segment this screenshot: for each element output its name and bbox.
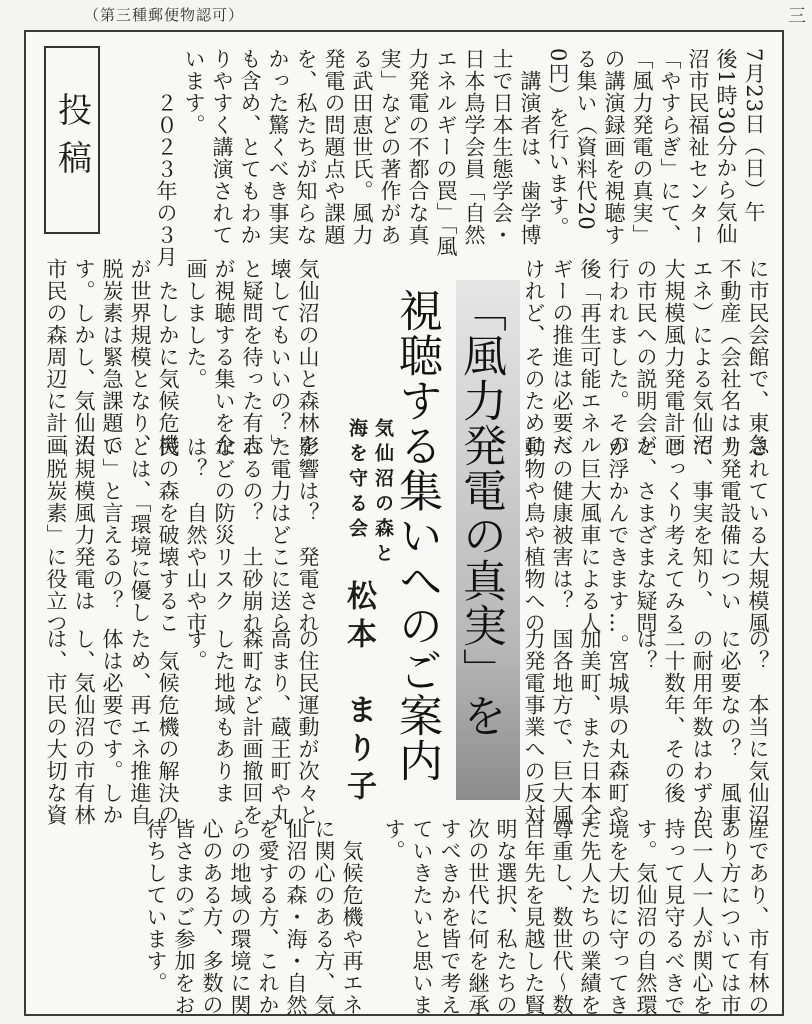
- postal-notice: （第三種郵便物認可）: [84, 6, 245, 24]
- title-line-1: 「風力発電の真実」を: [455, 288, 506, 738]
- article-body-col-c: 気仙沼の山と森林を 壊してもいいの？」 と疑問を待った有志 が視聴する集いを企 画しました。 たしかに気候危機 が世界規模となり、 脱炭素は緊急課題で す。しかし、気仙沼 市民の森周辺に計画: [44, 258, 320, 456]
- title-line-2: 視聴する集いへのご案内: [391, 288, 442, 783]
- article-body-col-h: 産であり、市有林の あり方については市 民一人一人が関心を 持って見守るべきで す。気仙沼の自然環 境を大切に守ってき た先人たちの業績を 尊重し、数世代～数 百年先を見越した賢 明な選択、私たちの 次の世代に何を継承 すべきかを皆で考え ていきたいと思いま す。: [382, 818, 770, 1016]
- contribution-badge: 投稿: [44, 46, 100, 234]
- article-title-block: [384, 280, 520, 790]
- author-name: 松本 まり子: [341, 580, 376, 808]
- article-body-col-b: に市民会館で、東急 不動産（会社名はリ エネ）による気仙沼 大規模風力発電計画 の市民への説明会が 行われました。その 後「再生可能エネル ギーの推進は必要だ けれど、そのために: [522, 258, 770, 456]
- article-body-col-f: の？ 本当に気仙沼 に必要なの？ 風車 の耐用年数はわずか 二十数年、その後 は？ 宮城県の丸森町や 加美町、また日本全 国各地方で、巨大風 力発電事業への反対: [522, 628, 770, 826]
- page-mark: 三: [788, 6, 806, 27]
- article-body-col-d2: されている大規模風 力発電設備につい て、事実を知り、 じっくり考えてみる と、さまざまな疑問 が浮かんできます…。 巨大風車による人 への健康被害は？ 動物や鳥や植物への: [522, 436, 770, 656]
- article-body-col-i: 気候危機や再エネ に関心のある方、気 仙沼の森・海・自然 を愛する方、これか らの地域の環境に関 心のある方、多数の 皆さまのご参加をお 待ちしています。: [144, 818, 364, 1016]
- article-body-col-g: の住民運動が次々と 高まり、蔵王町や丸 森町など計画撤回を した地域もありま す。 気候危機の解決の ため、再エネ推進自 体は必要です。しか し、気仙沼の市有林 は、市民の大切な資: [44, 628, 320, 826]
- article-body-col-e: 影響は？ 発電され た電力はどこに送ら れるの？ 土砂崩れ などの防災リスク は？ 自然や山や市 民の森を破壊するこ とは、「環境に優し い」と言えるの？ 大規模風力発電は 「脱炭素」に役立つ: [44, 436, 320, 634]
- author-organization: 気仙沼の森と 海を守る会: [346, 418, 394, 568]
- article-title: [384, 288, 512, 783]
- article-body-intro: 7月23日（日）午 後1時30分から気仙 沼市民福祉センター 「やすらぎ」にて、 「風力発電の真実」 の講演録画を視聴す る集い（資料代20 0円）を行います。 講演者は、歯学博 士で日本生態学会・ 日本鳥学会員「自然 エネルギーの罠」「風 力発電の不都合な真 実」などの著作があ る武田恵世氏。風力 発電の問題点や課題 を、私たちが知らな かった驚くべき事実 も含め、とてもわか りやすく講演されて います。 ２０２３年の３月: [154, 48, 766, 268]
